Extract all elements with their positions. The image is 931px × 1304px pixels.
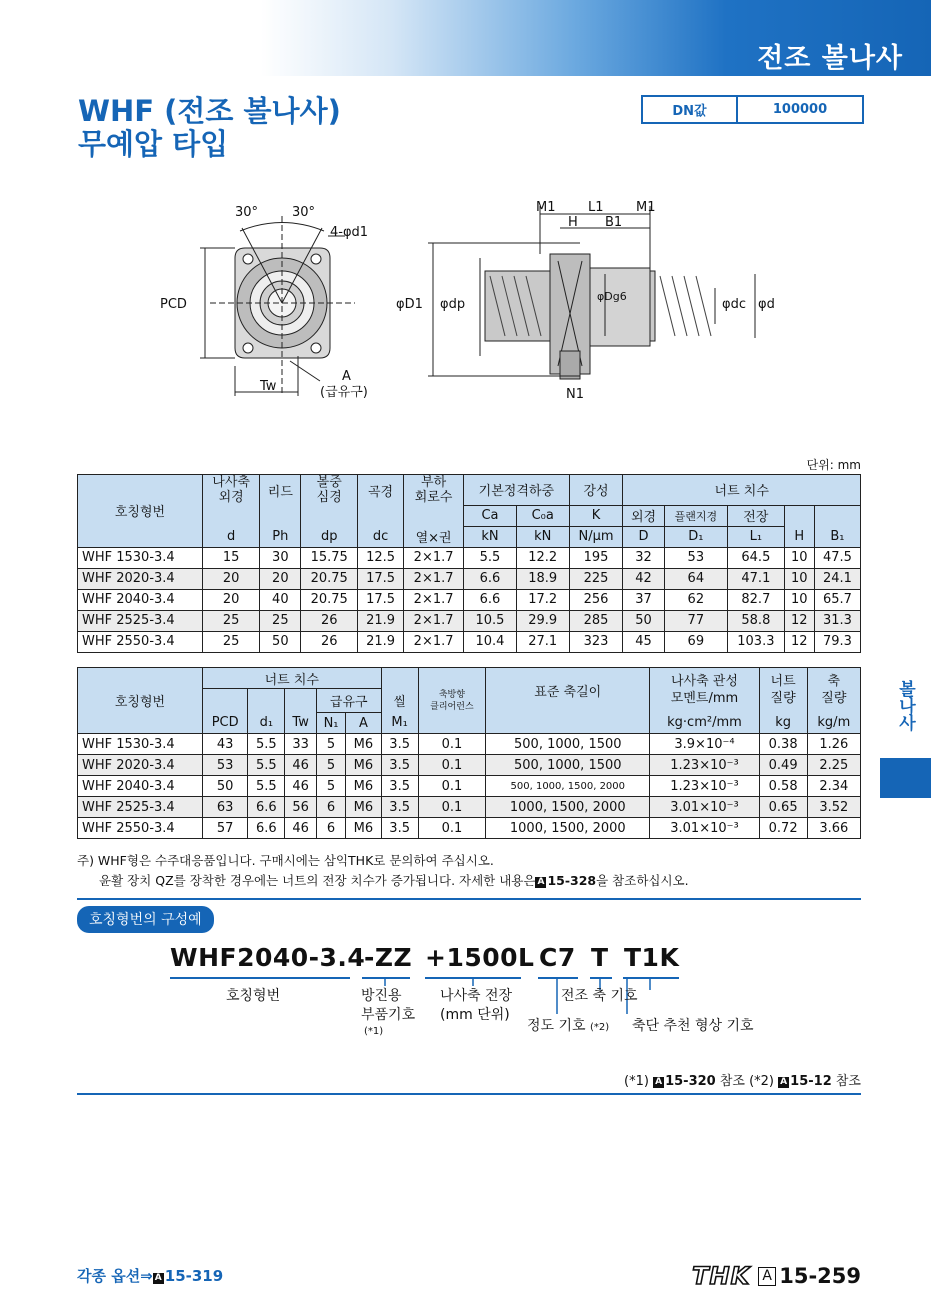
col2-nutmass: 너트 질량 xyxy=(759,668,807,713)
value-cell: 5.5 xyxy=(248,755,285,776)
value-cell: 50 xyxy=(260,631,301,652)
col2-model: 호칭형번 xyxy=(78,668,203,734)
table-row xyxy=(78,776,861,797)
bottom-rule xyxy=(77,1093,861,1095)
model-cell: WHF 2020-3.4 xyxy=(78,568,203,589)
value-cell: 46 xyxy=(285,755,316,776)
label-rolled: 전조 축 기호 xyxy=(561,988,638,1004)
value-cell: 225 xyxy=(569,568,623,589)
col-lead: 리드 xyxy=(260,475,301,506)
value-cell: 50 xyxy=(203,776,248,797)
unit-D: D xyxy=(623,526,664,547)
label-zz-note: (*1) xyxy=(364,1026,384,1037)
model-cell: WHF 2020-3.4 xyxy=(78,755,203,776)
col2-moment: 나사축 관성 모멘트/mm xyxy=(650,668,759,713)
value-cell: 79.3 xyxy=(814,631,860,652)
value-cell: 63 xyxy=(203,797,248,818)
unit2-a: A xyxy=(346,713,381,734)
config-pill: 호칭형번의 구성예 xyxy=(77,906,214,933)
unit-label: 단위: mm xyxy=(806,458,861,472)
value-cell: 25 xyxy=(260,610,301,631)
value-cell: 20.75 xyxy=(301,589,358,610)
value-cell: 256 xyxy=(569,589,623,610)
table-row xyxy=(78,818,861,839)
value-cell: 2×1.7 xyxy=(404,568,464,589)
technical-drawing xyxy=(150,196,790,411)
value-cell: 42 xyxy=(623,568,664,589)
spec-table-2 xyxy=(77,667,861,839)
code-t: T xyxy=(591,943,609,972)
value-cell: 17.5 xyxy=(358,568,404,589)
value-cell: 3.01×10⁻³ xyxy=(650,818,759,839)
label-a-sub: (급유구) xyxy=(320,385,368,400)
code-t1k: T1K xyxy=(624,943,680,972)
dn-value-box xyxy=(641,95,864,124)
value-cell: 62 xyxy=(664,589,727,610)
col-ball: 볼중 심경 xyxy=(301,475,358,506)
value-cell: 50 xyxy=(623,610,664,631)
unit2-d1: d₁ xyxy=(248,713,285,734)
value-cell: 10.5 xyxy=(464,610,517,631)
page-prefix: A xyxy=(758,1267,776,1286)
value-cell: 6.6 xyxy=(464,589,517,610)
value-cell: 10 xyxy=(784,589,814,610)
col2-std: 표준 축길이 xyxy=(486,668,650,713)
label-m1-left: M1 xyxy=(536,200,556,215)
model-cell: WHF 2525-3.4 xyxy=(78,797,203,818)
value-cell: 58.8 xyxy=(728,610,785,631)
code-accuracy: C7 xyxy=(539,943,576,972)
note-1: 주) WHF형은 수주대응품입니다. 구매시에는 삼익THK로 문의하여 주십시오. xyxy=(77,853,494,868)
value-cell: 12.5 xyxy=(358,547,404,568)
value-cell: 30 xyxy=(260,547,301,568)
label-d1: φD1 xyxy=(396,297,423,312)
value-cell: 21.9 xyxy=(358,610,404,631)
value-cell: 26 xyxy=(301,610,358,631)
value-cell: 6.6 xyxy=(464,568,517,589)
value-cell: 25 xyxy=(203,631,260,652)
col-rigid: 강성 xyxy=(569,475,623,506)
side-label: 볼나사 xyxy=(895,679,915,731)
table-row xyxy=(78,547,861,568)
value-cell: 0.72 xyxy=(759,818,807,839)
label-pcd: PCD xyxy=(160,297,187,312)
value-cell: M6 xyxy=(346,818,381,839)
value-cell: 20.75 xyxy=(301,568,358,589)
label-length-2: (mm 단위) xyxy=(440,1007,510,1023)
col-c0a: C₀a xyxy=(516,505,569,526)
value-cell: 53 xyxy=(664,547,727,568)
value-cell: 43 xyxy=(203,734,248,755)
col2-oil: 급유구 xyxy=(316,689,381,713)
col2-shaftmass: 축 질량 xyxy=(807,668,860,713)
value-cell: 2×1.7 xyxy=(404,631,464,652)
table1-body xyxy=(78,547,861,652)
value-cell: 31.3 xyxy=(814,610,860,631)
unit2-mu1: kg·cm²/mm xyxy=(650,713,759,734)
label-d: φd xyxy=(758,297,775,312)
value-cell: 25 xyxy=(203,610,260,631)
value-cell: 6.6 xyxy=(248,818,285,839)
value-cell: 27.1 xyxy=(516,631,569,652)
unit-dp: dp xyxy=(301,526,358,547)
value-cell: 0.38 xyxy=(759,734,807,755)
label-hole: 4-φd1 xyxy=(330,225,369,240)
value-cell: M6 xyxy=(346,734,381,755)
code-zz: -ZZ xyxy=(364,943,413,972)
table-row xyxy=(78,755,861,776)
value-cell: 82.7 xyxy=(728,589,785,610)
label-l1: L1 xyxy=(588,200,604,215)
value-cell: 10 xyxy=(784,568,814,589)
value-cell: 500, 1000, 1500 xyxy=(486,755,650,776)
unit2-tw: Tw xyxy=(285,713,316,734)
value-cell: 29.9 xyxy=(516,610,569,631)
col-rating: 기본정격하중 xyxy=(464,475,570,506)
table2-body xyxy=(78,734,861,839)
value-cell: 5.5 xyxy=(248,734,285,755)
value-cell: 53 xyxy=(203,755,248,776)
value-cell: 2×1.7 xyxy=(404,610,464,631)
col-shaft: 나사축 외경 xyxy=(203,475,260,506)
table-row xyxy=(78,568,861,589)
label-zz-1: 방진용 xyxy=(361,988,402,1004)
value-cell: 17.5 xyxy=(358,589,404,610)
value-cell: 6.6 xyxy=(248,797,285,818)
col-load: 부하 회로수 xyxy=(404,475,464,506)
label-model: 호칭형번 xyxy=(226,988,281,1004)
unit-H: H xyxy=(784,526,814,547)
unit2-mu3: kg/m xyxy=(807,713,860,734)
value-cell: 1.23×10⁻³ xyxy=(650,776,759,797)
label-h: H xyxy=(568,215,578,230)
value-cell: 3.5 xyxy=(381,818,418,839)
label-length-1: 나사축 전장 xyxy=(440,988,513,1004)
model-cell: WHF 2550-3.4 xyxy=(78,818,203,839)
value-cell: 1.26 xyxy=(807,734,860,755)
label-dp: φdp xyxy=(440,297,466,312)
value-cell: 56 xyxy=(285,797,316,818)
unit2-pcd: PCD xyxy=(203,713,248,734)
model-cell: WHF 2525-3.4 xyxy=(78,610,203,631)
value-cell: 3.5 xyxy=(381,755,418,776)
value-cell: 33 xyxy=(285,734,316,755)
label-b1: B1 xyxy=(605,215,623,230)
page-number: 15-259 xyxy=(779,1264,861,1288)
unit-B1: B₁ xyxy=(814,526,860,547)
value-cell: 20 xyxy=(203,589,260,610)
value-cell: 64 xyxy=(664,568,727,589)
footer-page xyxy=(692,1262,861,1290)
value-cell: 20 xyxy=(260,568,301,589)
col-k: K xyxy=(569,505,623,526)
label-dg6: φDg6 xyxy=(597,290,627,303)
value-cell: 12 xyxy=(784,631,814,652)
col-flange: 플랜지경 xyxy=(664,505,727,526)
value-cell: 1000, 1500, 2000 xyxy=(486,797,650,818)
value-cell: 10 xyxy=(784,547,814,568)
value-cell: 15.75 xyxy=(301,547,358,568)
unit2-m1: M₁ xyxy=(381,713,418,734)
footer-options-link[interactable]: 각종 옵션⇒ A 15-319 xyxy=(77,1267,224,1285)
model-cell: WHF 1530-3.4 xyxy=(78,547,203,568)
label-angle2: 30° xyxy=(292,205,316,220)
value-cell: 5 xyxy=(316,755,345,776)
value-cell: 5.5 xyxy=(248,776,285,797)
table-row xyxy=(78,589,861,610)
value-cell: M6 xyxy=(346,797,381,818)
unit-knum: N/μm xyxy=(569,526,623,547)
value-cell: 10.4 xyxy=(464,631,517,652)
col-root: 곡경 xyxy=(358,475,404,506)
value-cell: 1.23×10⁻³ xyxy=(650,755,759,776)
spec-table-1 xyxy=(77,474,861,653)
value-cell: 3.5 xyxy=(381,776,418,797)
brand-logo: THK xyxy=(692,1262,751,1290)
value-cell: 21.9 xyxy=(358,631,404,652)
unit2-mu2: kg xyxy=(759,713,807,734)
value-cell: 12 xyxy=(784,610,814,631)
unit2-n1: N₁ xyxy=(316,713,345,734)
unit-kn1: kN xyxy=(464,526,517,547)
value-cell: 2×1.7 xyxy=(404,547,464,568)
table-row xyxy=(78,610,861,631)
value-cell: 20 xyxy=(203,568,260,589)
section-rule xyxy=(77,898,861,900)
label-tw: Tw xyxy=(260,379,277,394)
value-cell: 3.01×10⁻³ xyxy=(650,797,759,818)
model-cell: WHF 1530-3.4 xyxy=(78,734,203,755)
label-m1-right: M1 xyxy=(636,200,656,215)
code-model: WHF2040-3.4 xyxy=(170,943,366,972)
label-accuracy: 정도 기호 (*2) xyxy=(527,1018,610,1034)
value-cell: 0.1 xyxy=(418,776,486,797)
value-cell: 32 xyxy=(623,547,664,568)
side-tab xyxy=(880,758,931,798)
value-cell: 3.9×10⁻⁴ xyxy=(650,734,759,755)
note-2: 윤활 장치 QZ를 장착한 경우에는 너트의 전장 치수가 증가됩니다. 자세한 내용은 A 15-328을 참조하십시오. xyxy=(99,873,689,888)
col-length: 전장 xyxy=(728,505,785,526)
value-cell: 0.58 xyxy=(759,776,807,797)
unit-rows: 열×권 xyxy=(404,526,464,547)
value-cell: 3.52 xyxy=(807,797,860,818)
value-cell: 3.5 xyxy=(381,797,418,818)
col-nut: 너트 치수 xyxy=(623,475,861,506)
col-ca: Ca xyxy=(464,505,517,526)
dn-label: DN값 xyxy=(643,97,738,122)
value-cell: M6 xyxy=(346,755,381,776)
value-cell: 18.9 xyxy=(516,568,569,589)
dn-value: 100000 xyxy=(772,102,828,117)
value-cell: 103.3 xyxy=(728,631,785,652)
unit-D1: D₁ xyxy=(664,526,727,547)
value-cell: 0.1 xyxy=(418,755,486,776)
value-cell: 3.66 xyxy=(807,818,860,839)
section-title: 전조 볼나사 xyxy=(757,43,903,74)
value-cell: 77 xyxy=(664,610,727,631)
col2-seal: 씰 xyxy=(381,689,418,713)
value-cell: M6 xyxy=(346,776,381,797)
col-outer: 외경 xyxy=(623,505,664,526)
table-row xyxy=(78,797,861,818)
col2-nut: 너트 치수 xyxy=(203,668,382,689)
unit-L1: L₁ xyxy=(728,526,785,547)
value-cell: 6 xyxy=(316,797,345,818)
unit-d: d xyxy=(203,526,260,547)
value-cell: 285 xyxy=(569,610,623,631)
value-cell: 0.49 xyxy=(759,755,807,776)
model-cell: WHF 2040-3.4 xyxy=(78,589,203,610)
unit-kn2: kN xyxy=(516,526,569,547)
value-cell: 64.5 xyxy=(728,547,785,568)
label-n1: N1 xyxy=(566,387,584,402)
reference-line: (*1) A 15-320 참조 (*2) A 15-12 참조 xyxy=(624,1074,861,1089)
table-row xyxy=(78,631,861,652)
unit-dc: dc xyxy=(358,526,404,547)
value-cell: 24.1 xyxy=(814,568,860,589)
notes xyxy=(77,851,689,891)
value-cell: 37 xyxy=(623,589,664,610)
label-shaft-end: 축단 추천 형상 기호 xyxy=(632,1018,754,1034)
value-cell: 500, 1000, 1500, 2000 xyxy=(486,776,650,797)
title-line2: 무예압 타입 xyxy=(78,127,229,161)
value-cell: 3.5 xyxy=(381,734,418,755)
value-cell: 1000, 1500, 2000 xyxy=(486,818,650,839)
value-cell: 0.65 xyxy=(759,797,807,818)
value-cell: 65.7 xyxy=(814,589,860,610)
value-cell: 0.1 xyxy=(418,797,486,818)
value-cell: 47.5 xyxy=(814,547,860,568)
value-cell: 323 xyxy=(569,631,623,652)
value-cell: 0.1 xyxy=(418,734,486,755)
value-cell: 6 xyxy=(316,818,345,839)
value-cell: 195 xyxy=(569,547,623,568)
page-title xyxy=(78,95,341,161)
value-cell: 46 xyxy=(285,776,316,797)
value-cell: 57 xyxy=(203,818,248,839)
label-angle1: 30° xyxy=(235,205,259,220)
code-length: +1500L xyxy=(425,943,535,972)
title-line1: WHF (전조 볼나사) xyxy=(78,94,341,128)
value-cell: 47.1 xyxy=(728,568,785,589)
value-cell: 69 xyxy=(664,631,727,652)
value-cell: 5 xyxy=(316,734,345,755)
value-cell: 2.34 xyxy=(807,776,860,797)
value-cell: 5 xyxy=(316,776,345,797)
label-zz-2: 부품기호 xyxy=(361,1007,416,1023)
label-dc: φdc xyxy=(722,297,746,312)
table-row xyxy=(78,734,861,755)
value-cell: 0.1 xyxy=(418,818,486,839)
col2-axial: 축방향 클리어런스 xyxy=(418,689,486,713)
model-cell: WHF 2040-3.4 xyxy=(78,776,203,797)
value-cell: 2.25 xyxy=(807,755,860,776)
value-cell: 12.2 xyxy=(516,547,569,568)
unit-ph: Ph xyxy=(260,526,301,547)
label-a: A xyxy=(342,369,351,384)
value-cell: 45 xyxy=(623,631,664,652)
value-cell: 46 xyxy=(285,818,316,839)
model-cell: WHF 2550-3.4 xyxy=(78,631,203,652)
value-cell: 500, 1000, 1500 xyxy=(486,734,650,755)
value-cell: 5.5 xyxy=(464,547,517,568)
value-cell: 15 xyxy=(203,547,260,568)
value-cell: 40 xyxy=(260,589,301,610)
col-model: 호칭형번 xyxy=(78,475,203,548)
value-cell: 17.2 xyxy=(516,589,569,610)
value-cell: 2×1.7 xyxy=(404,589,464,610)
value-cell: 26 xyxy=(301,631,358,652)
